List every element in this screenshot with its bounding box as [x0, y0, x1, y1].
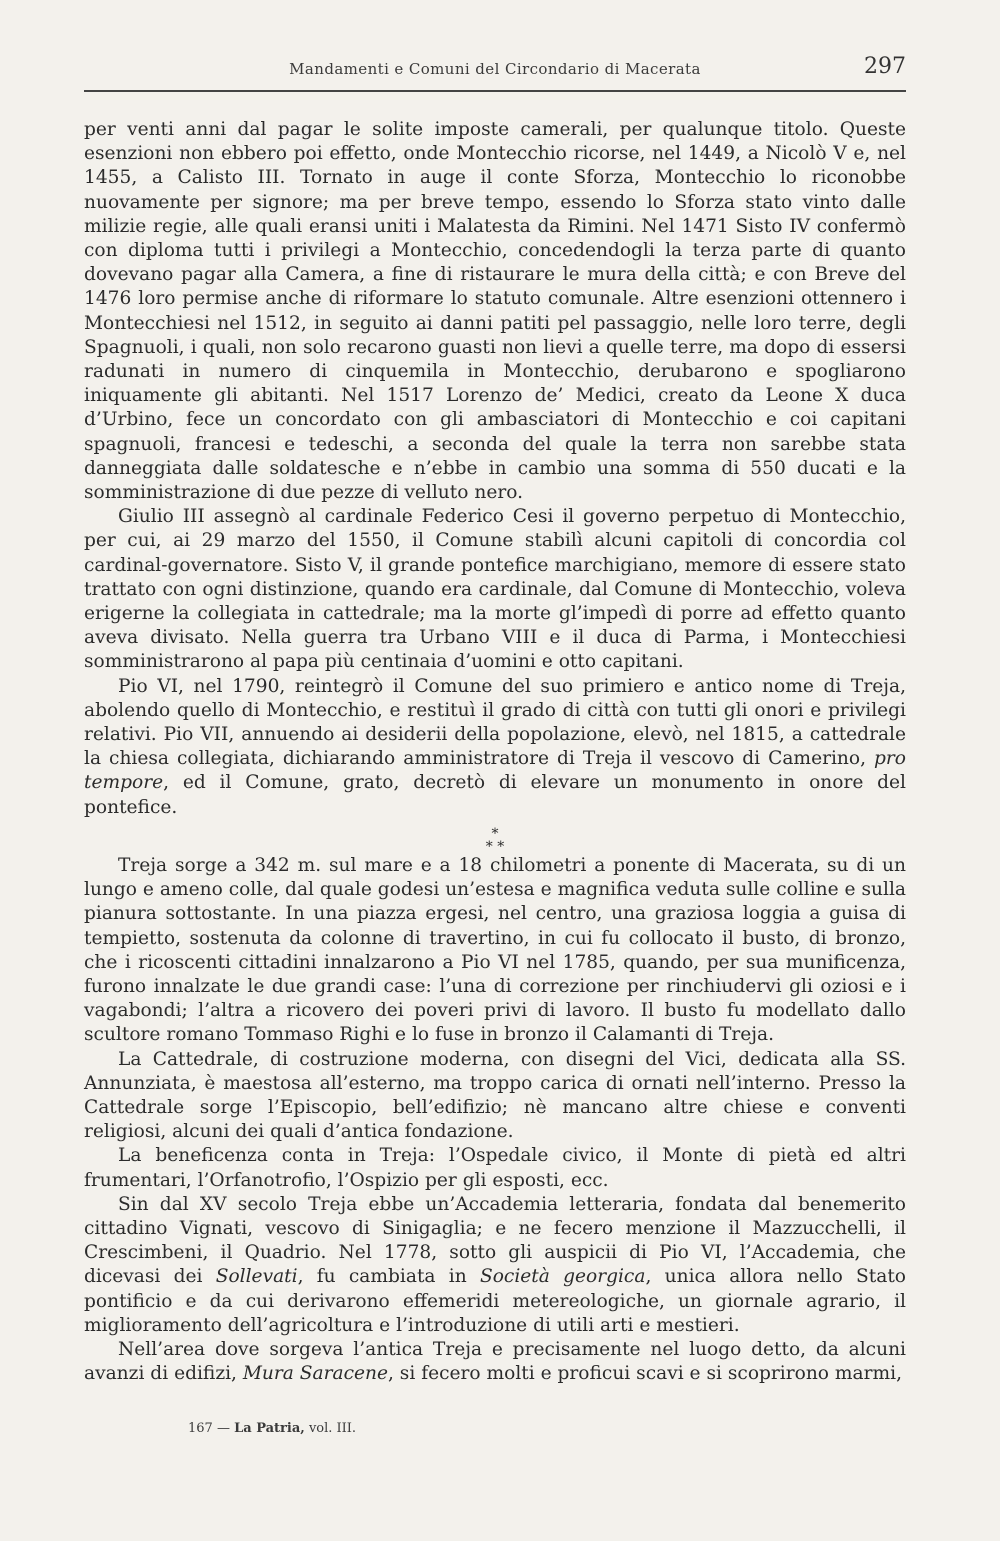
paragraph [84, 675, 906, 820]
footer-signature [188, 1421, 356, 1436]
paragraph [84, 854, 906, 1048]
work-title: La Patria, [234, 1421, 305, 1436]
text-run: Sin dal XV secolo Treja ebbe un’Accademia letteraria, fondata dal benemerito cittadino Vignati, vescovo di Sinigaglia; e ne fecero menzione il Mazzucchelli, il Crescimbeni, il Quadrio. Nel 1778, sotto gli auspicii di Pio VI, l’Accademia, che dicevasi dei [84, 1193, 906, 1288]
paragraph [84, 1048, 906, 1145]
volume-label: vol. III. [308, 1421, 357, 1436]
text-run: Pio VI, nel 1790, reintegrò il Comune del suo primiero e antico nome di Treja, abolendo quello di Montecchio, e restituì il grado di città con tutti gli onori e privilegi relativi. Pio VII, annuendo ai desiderii della popolazione, elevò, nel 1815, a cattedrale la chiesa collegiata, dichiarando amministratore di Treja il vescovo di Camerino, [84, 675, 906, 770]
section-asterism: * * * [485, 825, 505, 855]
text-run: Nell’area dove sorgeva l’antica Treja e precisamente nel luogo detto, da alcuni avanzi di edifizi, [84, 1338, 906, 1385]
text-run: Treja sorge a 342 m. sul mare e a 18 chilometri a ponente di Macerata, su di un lungo e ameno colle, dal quale godesi un’estesa e magnifica veduta sulle colline e sulla pianura sottostante. In una piazza ergesi, nel centro, una graziosa loggia a guisa di tempietto, sostenuta da colonne di travertino, in cui fu collocato il busto, di bronzo, che i ricoscenti cittadini innalzarono a Pio VI nel 1785, quando, per sua munificenza, furono innalzate le due grandi case: l’una di correzione per rinchiudervi gli oziosi e i vagabondi; l’altra a ricovero dei poveri privi di lavoro. Il busto fu modellato dallo scultore romano Tommaso Righi e lo fuse in bronzo il Calamanti di Treja. [84, 854, 906, 1046]
text-run: Giulio III assegnò al cardinale Federico Cesi il governo perpetuo di Montecchio, per cui, ai 29 marzo del 1550, il Comune stabilì alcuni capitoli di concordia col cardinal-governatore. Sisto V, il grande pontefice marchigiano, memore di essere stato trattato con ogni distinzione, quando era cardinale, dal Comune di Montecchio, voleva erigerne la collegiata in cattedrale; ma la morte gl’impedì di porre ad effetto quanto aveva divisato. Nella guerra tra Urbano VIII e il duca di Parma, i Montecchiesi somministrarono al papa più centinaia d’uomini e otto capitani. [84, 506, 906, 673]
header-rule [84, 90, 906, 92]
paragraph [84, 505, 906, 674]
text-run: , unica allora nello Stato pontificio e da cui derivarono effemeridi metereologiche, un giornale agrario, il miglioramento dell’agricoltura e l’introduzione di utili arti e mestieri. [84, 1266, 906, 1336]
italic-text: pro tempore [84, 748, 906, 794]
text-run: per venti anni dal pagar le solite imposte camerali, per qualunque titolo. Queste esenzioni non ebbero poi effetto, onde Montecchio ricorse, nel 1449, a Nicolò V e, nel 1455, a Calisto III. Tornato in auge il conte Sforza, Montecchio lo riconobbe nuovamente per signore; ma per breve tempo, essendo lo Sforza stato vinto dalle milizie regie, alle quali eransi uniti i Malatesta da Rimini. Nel 1471 Sisto IV confermò con diploma tutti i privilegi a Montecchio, concedendogli la terza parte di quanto dovevano pagar alla Camera, a fine di ristaurare le mura della città; e con Breve del 1476 loro permise anche di riformare lo statuto comunale. Altre esenzioni ottennero i Montecchiesi nel 1512, in seguito ai danni patiti pel passaggio, nelle loro terre, degli Spagnuoli, i quali, non solo recarono guasti non lievi a quelle terre, ma dopo di essersi radunati in numero di cinquemila in Montecchio, derubarono e spogliarono iniquamente gli abitanti. Nel 1517 Lorenzo de’ Medici, creato da Leone X duca d’Urbino, fece un concordato con gli ambasciatori di Montecchio e coi capitani spagnuoli, francesi e tedeschi, a seconda del quale la terra non sarebbe stata danneggiata dalle soldatesche e n’ebbe in cambio una somma di 550 ducati e la somministrazione di due pezze di velluto nero. [84, 119, 906, 504]
running-header [84, 50, 906, 90]
paragraph [84, 1193, 906, 1338]
running-title: Mandamenti e Comuni del Circondario di Macerata [289, 60, 701, 78]
text-run: , si fecero molti e proficui scavi e si scoprirono marmi, [387, 1363, 903, 1385]
signature-number: 167 [188, 1421, 213, 1436]
paragraph [84, 118, 906, 505]
text-run: , fu cambiata in [297, 1266, 480, 1288]
italic-text: Sollevati [215, 1266, 298, 1288]
page-number: 297 [864, 54, 906, 79]
body-text [84, 118, 906, 1386]
paragraph [84, 1144, 906, 1192]
paragraph [84, 1338, 906, 1386]
text-run: La beneficenza conta in Treja: l’Ospedale civico, il Monte di pietà ed altri frumentari, l’Orfanotrofio, l’Ospizio per gli esposti, ecc. [84, 1145, 906, 1191]
italic-text: Società georgica [479, 1266, 646, 1288]
italic-text: Mura Saracene [242, 1363, 388, 1385]
text-run: , ed il Comune, grato, decretò di elevare un monumento in onore del pontefice. [84, 772, 906, 818]
text-run: La Cattedrale, di costruzione moderna, con disegni del Vici, dedicata alla SS. Annunziata, è maestosa all’esterno, ma troppo carica di ornati nell’interno. Presso la Cattedrale sorge l’Episcopio, bell’edifizio; nè mancano altre chiese e conventi religiosi, alcuni dei quali d’antica fondazione. [84, 1048, 906, 1143]
footer-dash: — [216, 1421, 230, 1436]
